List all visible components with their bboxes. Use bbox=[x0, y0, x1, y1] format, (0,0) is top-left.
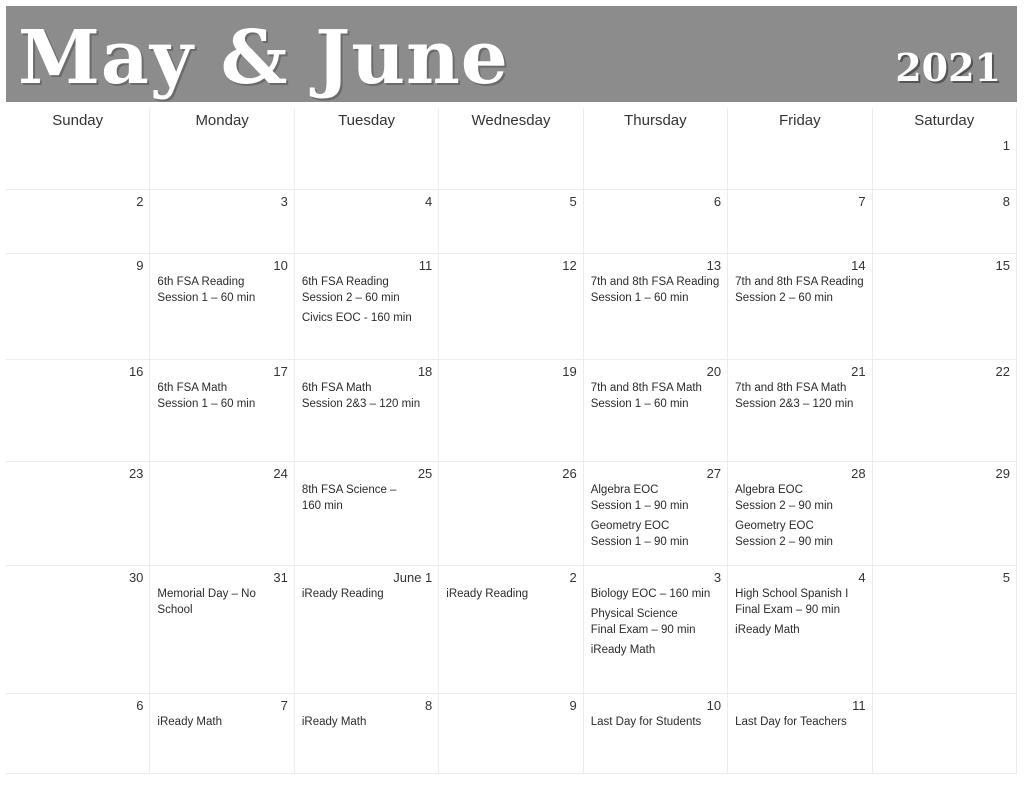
calendar-day-cell bbox=[728, 190, 872, 254]
calendar-day-cell bbox=[584, 566, 728, 694]
day-number: 2 bbox=[569, 570, 577, 585]
event-text: 7th and 8th FSA Math Session 1 – 60 min bbox=[590, 382, 702, 410]
calendar-day-cell bbox=[584, 360, 728, 462]
event-text: Algebra EOC Session 1 – 90 min bbox=[590, 484, 689, 512]
calendar-day-cell bbox=[295, 360, 439, 462]
day-number: 10 bbox=[273, 258, 288, 273]
day-number: 10 bbox=[706, 698, 722, 713]
calendar-year: 2021 bbox=[887, 40, 1009, 96]
calendar-day-cell bbox=[6, 462, 150, 566]
day-events bbox=[302, 714, 432, 734]
calendar-day-cell bbox=[150, 360, 294, 462]
day-number: June 1 bbox=[393, 570, 433, 585]
event-text: 6th FSA Reading Session 1 – 60 min bbox=[157, 276, 256, 304]
day-number: 31 bbox=[273, 570, 288, 585]
weekday-header: Tuesday bbox=[295, 108, 439, 134]
day-number: 16 bbox=[128, 364, 144, 379]
calendar-day-cell bbox=[584, 694, 728, 774]
event-text: iReady Math bbox=[735, 624, 800, 636]
calendar-day-cell bbox=[439, 360, 583, 462]
event-text: iReady Reading bbox=[446, 588, 529, 600]
calendar-day-cell bbox=[439, 694, 583, 774]
day-number: 29 bbox=[995, 466, 1010, 481]
calendar-day-cell bbox=[873, 134, 1017, 190]
event-text: iReady Math bbox=[301, 716, 367, 728]
event-text: 6th FSA Math Session 1 – 60 min bbox=[157, 382, 256, 410]
day-events bbox=[302, 482, 432, 518]
day-events bbox=[302, 274, 432, 330]
calendar-day-cell bbox=[439, 254, 583, 360]
day-number: 6 bbox=[713, 194, 722, 209]
day-number: 11 bbox=[852, 698, 866, 713]
calendar-day-cell bbox=[150, 694, 294, 774]
calendar-day-cell bbox=[150, 254, 294, 360]
day-number: 8 bbox=[425, 698, 433, 713]
calendar-day-cell bbox=[150, 190, 294, 254]
event-text: Geometry EOC Session 2 – 90 min bbox=[735, 520, 833, 548]
calendar-day-cell bbox=[439, 462, 583, 566]
day-number: 3 bbox=[713, 570, 722, 585]
calendar-banner bbox=[6, 6, 1017, 102]
day-number: 11 bbox=[418, 258, 433, 273]
weekday-header: Saturday bbox=[873, 108, 1017, 134]
event-text: 6th FSA Math Session 2&3 – 120 min bbox=[301, 382, 421, 410]
day-number: 1 bbox=[1002, 138, 1010, 153]
day-events bbox=[735, 714, 865, 734]
calendar-day-cell bbox=[728, 694, 872, 774]
weekday-header: Thursday bbox=[584, 108, 728, 134]
weekday-header: Sunday bbox=[6, 108, 150, 134]
calendar-day-cell bbox=[873, 360, 1017, 462]
calendar-day-cell bbox=[6, 190, 150, 254]
calendar-day-cell bbox=[873, 254, 1017, 360]
day-number: 14 bbox=[851, 258, 866, 273]
day-number: 5 bbox=[1002, 570, 1010, 585]
event-text: 7th and 8th FSA Math Session 2&3 – 120 min bbox=[735, 382, 854, 410]
weekday-header: Monday bbox=[150, 108, 294, 134]
day-events bbox=[157, 586, 287, 622]
calendar-day-cell bbox=[439, 190, 583, 254]
calendar-grid bbox=[6, 134, 1017, 774]
event-text: High School Spanish I Final Exam – 90 min bbox=[735, 588, 849, 616]
day-number: 2 bbox=[136, 194, 144, 209]
event-text: Last Day for Teachers bbox=[735, 716, 847, 728]
day-number: 28 bbox=[851, 466, 866, 481]
calendar-day-cell bbox=[873, 462, 1017, 566]
calendar-day-cell bbox=[295, 566, 439, 694]
day-number: 19 bbox=[562, 364, 577, 379]
day-number: 7 bbox=[280, 698, 288, 713]
calendar-day-cell bbox=[728, 134, 872, 190]
day-events bbox=[591, 586, 721, 662]
day-number: 4 bbox=[858, 570, 866, 585]
day-events bbox=[591, 380, 721, 416]
day-number: 3 bbox=[280, 194, 288, 209]
calendar-day-cell bbox=[439, 566, 583, 694]
day-number: 6 bbox=[136, 698, 144, 713]
day-events bbox=[157, 714, 287, 734]
day-events bbox=[446, 586, 576, 606]
day-events bbox=[591, 274, 721, 310]
calendar-day-cell bbox=[6, 566, 150, 694]
calendar-day-cell bbox=[295, 254, 439, 360]
day-number: 24 bbox=[273, 466, 288, 481]
day-number: 30 bbox=[128, 570, 144, 585]
calendar-day-cell bbox=[584, 134, 728, 190]
calendar-day-cell bbox=[6, 254, 150, 360]
calendar-day-cell bbox=[873, 566, 1017, 694]
calendar-day-cell bbox=[873, 190, 1017, 254]
event-text: 7th and 8th FSA Reading Session 2 – 60 min bbox=[735, 276, 864, 304]
day-number: 23 bbox=[128, 466, 144, 481]
event-text: Memorial Day – No School bbox=[157, 588, 256, 616]
calendar-day-cell bbox=[295, 694, 439, 774]
day-events bbox=[735, 586, 865, 642]
day-number: 7 bbox=[858, 194, 866, 209]
calendar-day-cell bbox=[295, 462, 439, 566]
day-number: 13 bbox=[706, 258, 722, 273]
event-text: Physical Science Final Exam – 90 min bbox=[590, 608, 696, 636]
event-text: 8th FSA Science – 160 min bbox=[301, 484, 397, 512]
calendar-day-cell bbox=[728, 566, 872, 694]
day-number: 15 bbox=[995, 258, 1010, 273]
day-events bbox=[591, 714, 721, 734]
day-number: 8 bbox=[1002, 194, 1010, 209]
calendar-day-cell bbox=[584, 254, 728, 360]
day-events bbox=[735, 482, 865, 554]
calendar-day-cell bbox=[6, 694, 150, 774]
calendar-title: May & June bbox=[18, 15, 509, 101]
calendar-day-cell bbox=[150, 566, 294, 694]
day-number: 25 bbox=[417, 466, 433, 481]
calendar-day-cell bbox=[728, 360, 872, 462]
day-events bbox=[157, 380, 287, 416]
calendar-day-cell bbox=[6, 134, 150, 190]
event-text: Algebra EOC Session 2 – 90 min bbox=[735, 484, 833, 512]
event-text: iReady Math bbox=[157, 716, 222, 728]
calendar-day-cell bbox=[150, 134, 294, 190]
calendar-day-cell bbox=[439, 134, 583, 190]
event-text: Last Day for Students bbox=[590, 716, 702, 728]
day-events bbox=[735, 380, 865, 416]
calendar-day-cell bbox=[728, 462, 872, 566]
calendar-day-cell bbox=[728, 254, 872, 360]
day-number: 18 bbox=[417, 364, 433, 379]
event-text: Geometry EOC Session 1 – 90 min bbox=[590, 520, 689, 548]
calendar-day-cell bbox=[873, 694, 1017, 774]
day-events bbox=[591, 482, 721, 554]
calendar-day-cell bbox=[584, 462, 728, 566]
day-number: 4 bbox=[425, 194, 433, 209]
day-events bbox=[735, 274, 865, 310]
event-text: 6th FSA Reading Session 2 – 60 min bbox=[301, 276, 400, 304]
day-number: 20 bbox=[706, 364, 722, 379]
day-events bbox=[157, 274, 287, 310]
event-text: Civics EOC - 160 min bbox=[301, 312, 412, 324]
day-number: 26 bbox=[562, 466, 577, 481]
day-events bbox=[302, 586, 432, 606]
weekday-header: Friday bbox=[728, 108, 872, 134]
event-text: iReady Reading bbox=[301, 588, 384, 600]
event-text: iReady Math bbox=[590, 644, 656, 656]
day-number: 9 bbox=[136, 258, 144, 273]
day-number: 12 bbox=[562, 258, 577, 273]
day-number: 17 bbox=[273, 364, 288, 379]
calendar-day-cell bbox=[6, 360, 150, 462]
day-events bbox=[302, 380, 432, 416]
day-number: 9 bbox=[569, 698, 577, 713]
weekday-header-row bbox=[6, 108, 1017, 134]
event-text: Biology EOC – 160 min bbox=[590, 588, 711, 600]
day-number: 5 bbox=[569, 194, 577, 209]
weekday-header: Wednesday bbox=[439, 108, 583, 134]
calendar-day-cell bbox=[295, 190, 439, 254]
day-number: 22 bbox=[995, 364, 1010, 379]
day-number: 21 bbox=[851, 364, 866, 379]
day-number: 27 bbox=[706, 466, 722, 481]
calendar-day-cell bbox=[295, 134, 439, 190]
event-text: 7th and 8th FSA Reading Session 1 – 60 min bbox=[590, 276, 720, 304]
calendar-day-cell bbox=[150, 462, 294, 566]
calendar-day-cell bbox=[584, 190, 728, 254]
